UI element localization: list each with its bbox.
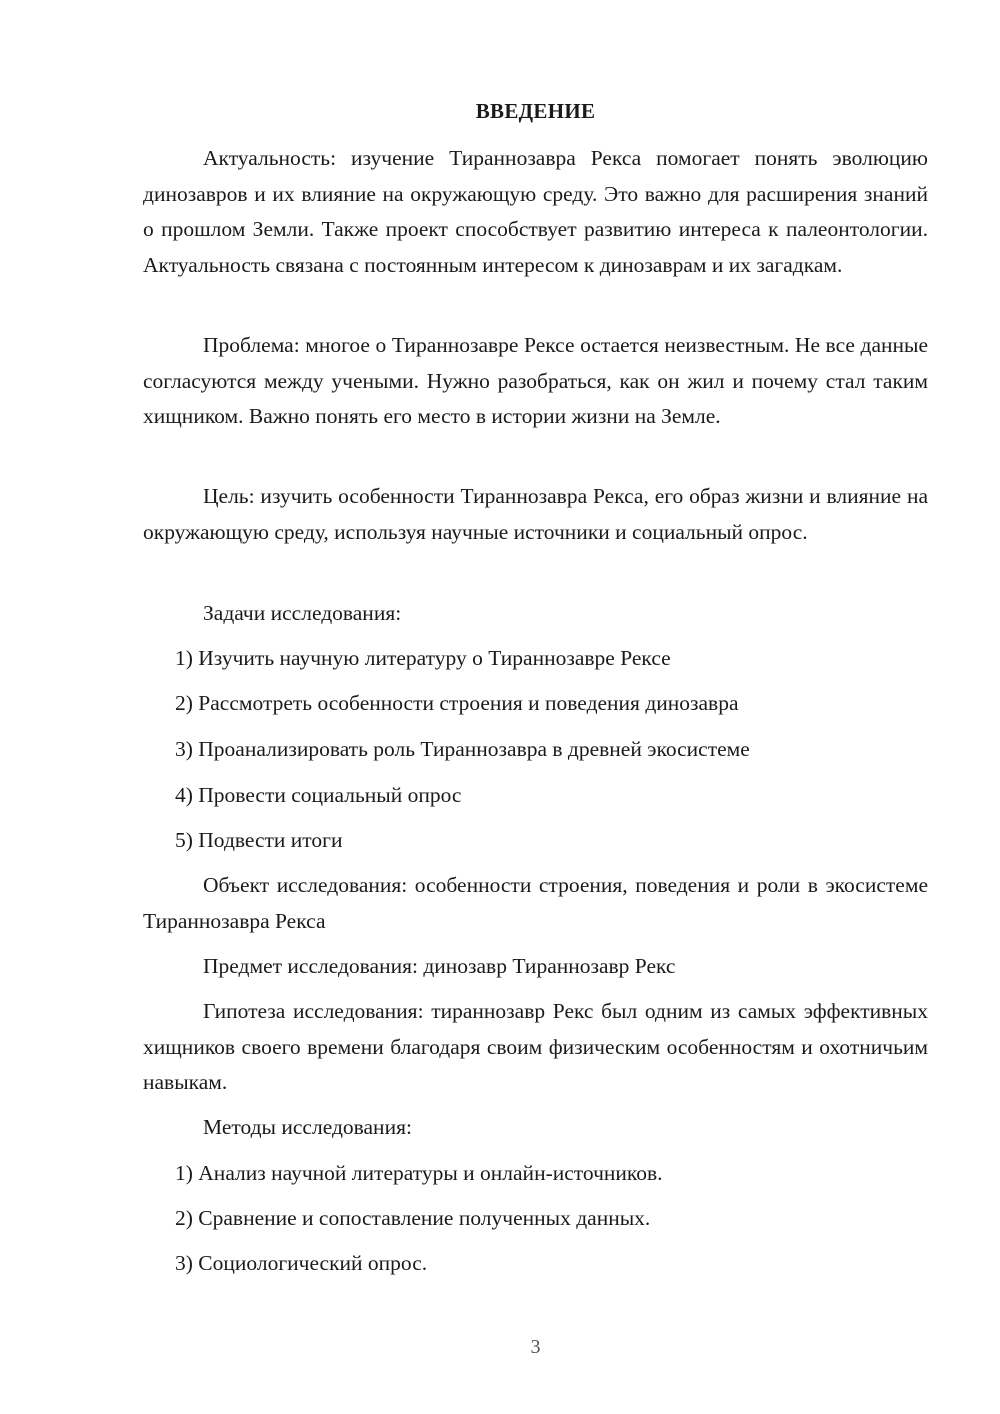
method-item: 3) Социологический опрос. bbox=[175, 1251, 428, 1275]
object-paragraph: Объект исследования: особенности строения, поведения и роли в экосистеме Тираннозавра Рекса bbox=[143, 873, 928, 933]
task-item: 2) Рассмотреть особенности строения и поведения динозавра bbox=[175, 691, 739, 715]
task-item: 5) Подвести итоги bbox=[175, 828, 343, 852]
task-item: 1) Изучить научную литературу о Тираннозавре Рексе bbox=[175, 646, 671, 670]
method-item: 2) Сравнение и сопоставление полученных данных. bbox=[175, 1206, 651, 1230]
task-item: 3) Проанализировать роль Тираннозавра в древней экосистеме bbox=[175, 737, 750, 761]
page-number: 3 bbox=[530, 1336, 541, 1358]
problem-paragraph: Проблема: многое о Тираннозавре Рексе остается неизвестным. Не все данные согласуются между учеными. Нужно разобраться, как он жил и почему стал таким хищником. Важно понять его место в истории жизни на Земле. bbox=[143, 333, 928, 428]
tasks-heading: Задачи исследования: bbox=[203, 601, 402, 625]
task-item: 4) Провести социальный опрос bbox=[175, 783, 462, 807]
subject-line: Предмет исследования: динозавр Тираннозавр Рекс bbox=[203, 954, 676, 978]
relevance-paragraph: Актуальность: изучение Тираннозавра Рекса помогает понять эволюцию динозавров и их влияние на окружающую среду. Это важно для расширения знаний о прошлом Земли. Также проект способствует развитию интереса к палеонтологии. Актуальность связана с постоянным интересом к динозаврам и их загадкам. bbox=[143, 146, 928, 277]
goal-paragraph: Цель: изучить особенности Тираннозавра Рекса, его образ жизни и влияние на окружающую среду, используя научные источники и социальный опрос. bbox=[143, 484, 928, 544]
method-item: 1) Анализ научной литературы и онлайн-источников. bbox=[175, 1161, 663, 1185]
document-page bbox=[143, 0, 928, 1414]
methods-heading: Методы исследования: bbox=[203, 1115, 412, 1139]
section-title: ВВЕДЕНИЕ bbox=[475, 99, 596, 123]
hypothesis-paragraph: Гипотеза исследования: тираннозавр Рекс был одним из самых эффективных хищников своего времени благодаря своим физическим особенностям и охотничьим навыкам. bbox=[143, 999, 928, 1094]
